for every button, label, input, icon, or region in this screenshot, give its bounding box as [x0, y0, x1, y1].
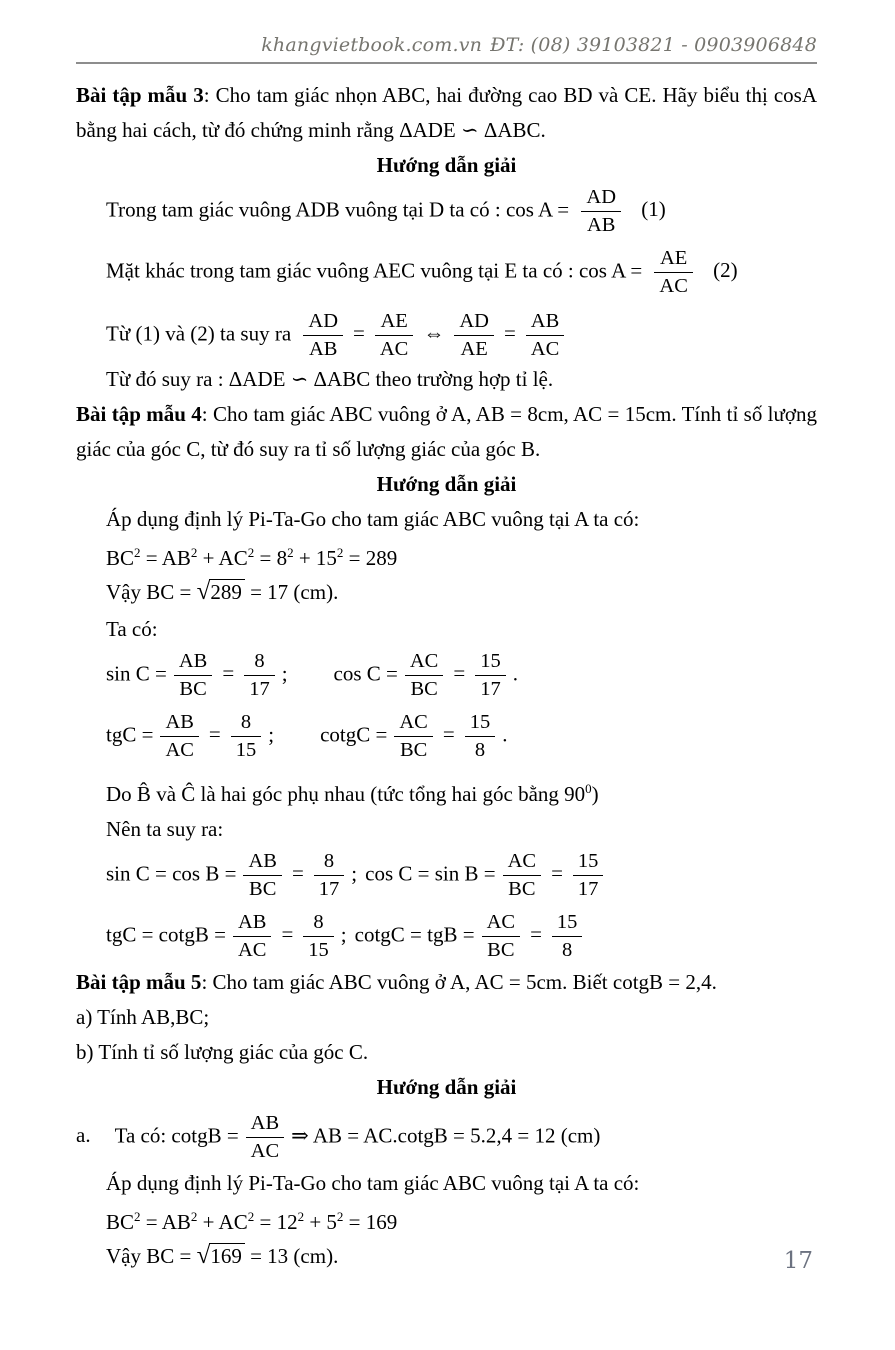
fraction — [654, 246, 692, 299]
fraction-denominator: BC — [410, 678, 438, 700]
trig-name: cotgC = — [320, 722, 388, 747]
page-number: 17 — [783, 1248, 813, 1274]
eq-term: + AC — [197, 546, 248, 570]
ex4-bc-result — [76, 578, 817, 606]
exponent: 2 — [134, 545, 141, 560]
ex4-taco: Ta có: — [106, 617, 158, 641]
fraction-numerator: 8 — [244, 649, 275, 676]
fraction-numerator: AB — [246, 1111, 284, 1138]
equation-tag: (2) — [713, 258, 738, 283]
exercise4-statement — [76, 397, 817, 467]
eq-term: BC — [106, 1210, 135, 1234]
trig-name: cos C = — [333, 661, 398, 686]
fraction-numerator: AC — [503, 849, 541, 876]
guide-heading-ex4: Hướng dẫn giải — [376, 472, 517, 496]
eq-term: = 12 — [254, 1210, 298, 1234]
fraction-denominator: 17 — [577, 878, 599, 900]
radical-sign-icon: √ — [196, 578, 210, 605]
fraction-numerator: 15 — [465, 710, 496, 737]
exponent: 2 — [287, 545, 294, 560]
fraction-numerator: AD — [454, 309, 494, 336]
fraction-denominator: AC — [250, 1140, 280, 1162]
fraction — [405, 649, 443, 702]
exponent: 2 — [336, 545, 344, 560]
eq-term: Ta có: cotgB = — [114, 1123, 239, 1148]
ex5-squares-equation — [76, 1203, 817, 1236]
trig-name: tgC = — [106, 722, 154, 747]
fraction-denominator: 15 — [235, 739, 257, 761]
eq-term: = AB — [140, 546, 191, 570]
fraction-numerator: AB — [174, 649, 212, 676]
fraction — [303, 910, 334, 963]
exponent: 2 — [297, 1209, 305, 1224]
exercise5-statement — [76, 965, 817, 1000]
fraction-denominator: BC — [179, 678, 207, 700]
exercise4-label: Bài tập mẫu 4 — [76, 402, 202, 426]
item-marker: a. — [76, 1123, 91, 1148]
fraction-denominator: BC — [508, 878, 536, 900]
page-header — [76, 34, 817, 56]
fraction — [174, 649, 212, 702]
fraction-denominator: AE — [460, 338, 488, 360]
guide-heading-ex5: Hướng dẫn giải — [376, 1075, 517, 1099]
eq-term: = 13 (cm). — [250, 1244, 339, 1268]
fraction-denominator: AC — [530, 338, 560, 360]
exponent: 2 — [247, 1209, 255, 1224]
exponent: 2 — [134, 1209, 141, 1224]
equation-tag: (1) — [641, 197, 666, 222]
fraction — [233, 910, 271, 963]
equals-sign: = — [208, 722, 221, 747]
header-phone: ĐT: (08) 39103821 - 0903906848 — [490, 34, 817, 56]
ex4-pythagoras-intro: Áp dụng định lý Pi-Ta-Go cho tam giác ABC vuông tại A ta có: — [106, 507, 640, 531]
ex5-question-a: a) Tính AB,BC; — [76, 1005, 210, 1029]
ex3-line1 — [76, 185, 817, 238]
fraction — [314, 849, 345, 902]
fraction-numerator: AB — [526, 309, 564, 336]
fraction-denominator: 8 — [474, 739, 486, 761]
b-hat: B̂ — [136, 782, 151, 806]
fraction — [475, 649, 506, 702]
ex3-line2 — [76, 246, 817, 299]
note-text: ) — [591, 782, 599, 806]
fraction — [303, 309, 343, 362]
ex4-ratio-row2 — [76, 710, 817, 763]
fraction — [394, 710, 432, 763]
fraction-numerator: AE — [654, 246, 692, 273]
eq-term: = 17 (cm). — [250, 580, 339, 604]
square-root — [197, 1244, 245, 1268]
ex5-question-b: b) Tính tỉ số lượng giác của góc C. — [76, 1040, 369, 1064]
separator: . — [502, 722, 508, 747]
iff-arrow: ⇔ — [423, 321, 445, 346]
radicand: 169 — [209, 1243, 245, 1268]
fraction-numerator: 15 — [573, 849, 604, 876]
fraction — [552, 910, 583, 963]
fraction — [482, 910, 520, 963]
eq-term: Vậy BC = — [106, 580, 192, 604]
eq-term: + 5 — [304, 1210, 337, 1234]
guide-heading-ex3: Hướng dẫn giải — [376, 153, 517, 177]
eq-term: + 15 — [293, 546, 337, 570]
fraction-numerator: AE — [375, 309, 413, 336]
ex5-solution-a — [76, 1111, 817, 1164]
equals-sign: = — [453, 661, 466, 686]
fraction-denominator: 17 — [480, 678, 501, 700]
exercise5-label: Bài tập mẫu 5 — [76, 970, 202, 994]
ex3-line2-text: Mặt khác trong tam giác vuông AEC vuông tại E ta có : cos A = — [106, 258, 643, 283]
exponent: 2 — [336, 1209, 344, 1224]
fraction-numerator: 8 — [314, 849, 345, 876]
fraction-numerator: AB — [243, 849, 281, 876]
fraction-numerator: 8 — [231, 710, 262, 737]
exercise3-label: Bài tập mẫu 3 — [76, 83, 204, 107]
fraction — [375, 309, 413, 362]
fraction-denominator: AB — [586, 214, 616, 236]
equals-sign: = — [281, 922, 294, 947]
trig-name: tgC = cotgB = — [106, 922, 226, 947]
fraction-denominator: AC — [659, 275, 688, 297]
fraction-denominator: 15 — [308, 939, 329, 961]
ex3-line3 — [76, 309, 817, 362]
separator: ; — [340, 922, 347, 947]
fraction-denominator: AC — [379, 338, 409, 360]
equals-sign: = — [291, 861, 304, 886]
exponent: 2 — [247, 545, 255, 560]
ex4-cofunction-row2 — [76, 910, 817, 963]
fraction-denominator: BC — [487, 939, 515, 961]
eq-term: = 289 — [343, 546, 398, 570]
ex4-squares-equation — [76, 539, 817, 572]
note-text: và — [150, 782, 182, 806]
separator: ; — [351, 861, 358, 886]
header-site: khangvietbook.com.vn — [261, 34, 483, 56]
fraction — [503, 849, 541, 902]
trig-name: sin C = cos B = — [106, 861, 237, 886]
exponent: 2 — [190, 1209, 198, 1224]
ex3-line3-text: Từ (1) và (2) ta suy ra — [106, 321, 292, 346]
fraction-numerator: AD — [303, 309, 343, 336]
exercise5-text: : Cho tam giác ABC vuông ở A, AC = 5cm. Biết cotgB = 2,4. — [201, 970, 717, 994]
equals-sign: = — [353, 321, 365, 346]
c-hat: Ĉ — [181, 782, 196, 806]
fraction-numerator: 15 — [475, 649, 506, 676]
fraction-numerator: AC — [482, 910, 520, 937]
trig-name: sin C = — [106, 661, 167, 686]
eq-term: = 169 — [343, 1210, 398, 1234]
fraction — [573, 849, 604, 902]
exponent: 2 — [190, 545, 198, 560]
fraction-numerator: AC — [394, 710, 432, 737]
fraction-denominator: AC — [237, 939, 267, 961]
equals-sign: = — [222, 661, 235, 686]
exercise4-text: : Cho tam giác ABC vuông ở A, AB = 8cm, AC = 15cm. Tính tỉ số lượng giác của góc C, từ đó suy ra tỉ số lượng giác của góc B. — [76, 402, 817, 461]
equals-sign: = — [530, 922, 542, 947]
fraction — [526, 309, 564, 362]
fraction-denominator: AC — [165, 739, 194, 761]
trig-name: cotgC = tgB = — [354, 922, 475, 947]
fraction-numerator: AB — [233, 910, 271, 937]
radical-sign-icon: √ — [196, 1242, 210, 1269]
fraction-denominator: AB — [308, 338, 338, 360]
fraction — [231, 710, 262, 763]
fraction-numerator: AD — [581, 185, 621, 212]
fraction-denominator: BC — [249, 878, 277, 900]
fraction-denominator: BC — [399, 739, 428, 761]
fraction-denominator: 17 — [249, 678, 270, 700]
ex4-nen: Nên ta suy ra: — [106, 817, 224, 841]
header-rule — [76, 62, 817, 64]
separator: ; — [268, 722, 275, 747]
fraction-numerator: AB — [160, 710, 198, 737]
equals-sign: = — [503, 321, 516, 346]
separator: ; — [281, 661, 288, 686]
eq-term: = 8 — [254, 546, 288, 570]
fraction — [243, 849, 281, 902]
note-text: Do — [106, 782, 137, 806]
square-root — [197, 580, 245, 604]
fraction — [246, 1111, 284, 1164]
fraction-numerator: 8 — [303, 910, 334, 937]
eq-term: Vậy BC = — [106, 1244, 192, 1268]
ex5-bc-result — [76, 1242, 817, 1270]
degree-exponent: 0 — [585, 781, 592, 796]
fraction-denominator: 17 — [318, 878, 340, 900]
radicand: 289 — [209, 579, 245, 604]
ex4-cofunction-row1 — [76, 849, 817, 902]
ex5-pythagoras-intro: Áp dụng định lý Pi-Ta-Go cho tam giác ABC vuông tại A ta có: — [106, 1171, 640, 1195]
equals-sign: = — [442, 722, 455, 747]
eq-term: ⇒ AB = AC.cotgB = 5.2,4 = 12 (cm) — [291, 1123, 601, 1148]
separator: . — [512, 661, 518, 686]
ex4-angle-note — [76, 771, 817, 812]
trig-name: cos C = sin B = — [365, 861, 496, 886]
exercise3-text: : Cho tam giác nhọn ABC, hai đường cao BD và CE. Hãy biểu thị cosA bằng hai cách, từ đó chứng minh rằng ΔADE ∽ ΔABC. — [76, 83, 817, 142]
fraction — [160, 710, 198, 763]
ex4-ratio-row1 — [76, 649, 817, 702]
exercise3-statement — [76, 78, 817, 148]
fraction — [244, 649, 275, 702]
ex3-line1-text: Trong tam giác vuông ADB vuông tại D ta có : cos A = — [106, 197, 570, 222]
fraction — [454, 309, 494, 362]
eq-term: BC — [106, 546, 135, 570]
eq-term: = AB — [140, 1210, 191, 1234]
fraction-denominator: 8 — [562, 939, 573, 961]
ex3-conclusion: Từ đó suy ra : ΔADE ∽ ΔABC theo trường hợp tỉ lệ. — [106, 367, 554, 391]
fraction — [465, 710, 496, 763]
equals-sign: = — [551, 861, 563, 886]
fraction-numerator: 15 — [552, 910, 583, 937]
eq-term: + AC — [197, 1210, 248, 1234]
fraction-numerator: AC — [405, 649, 443, 676]
fraction — [581, 185, 621, 238]
note-text: là hai góc phụ nhau (tức tổng hai góc bằng 90 — [195, 782, 586, 806]
